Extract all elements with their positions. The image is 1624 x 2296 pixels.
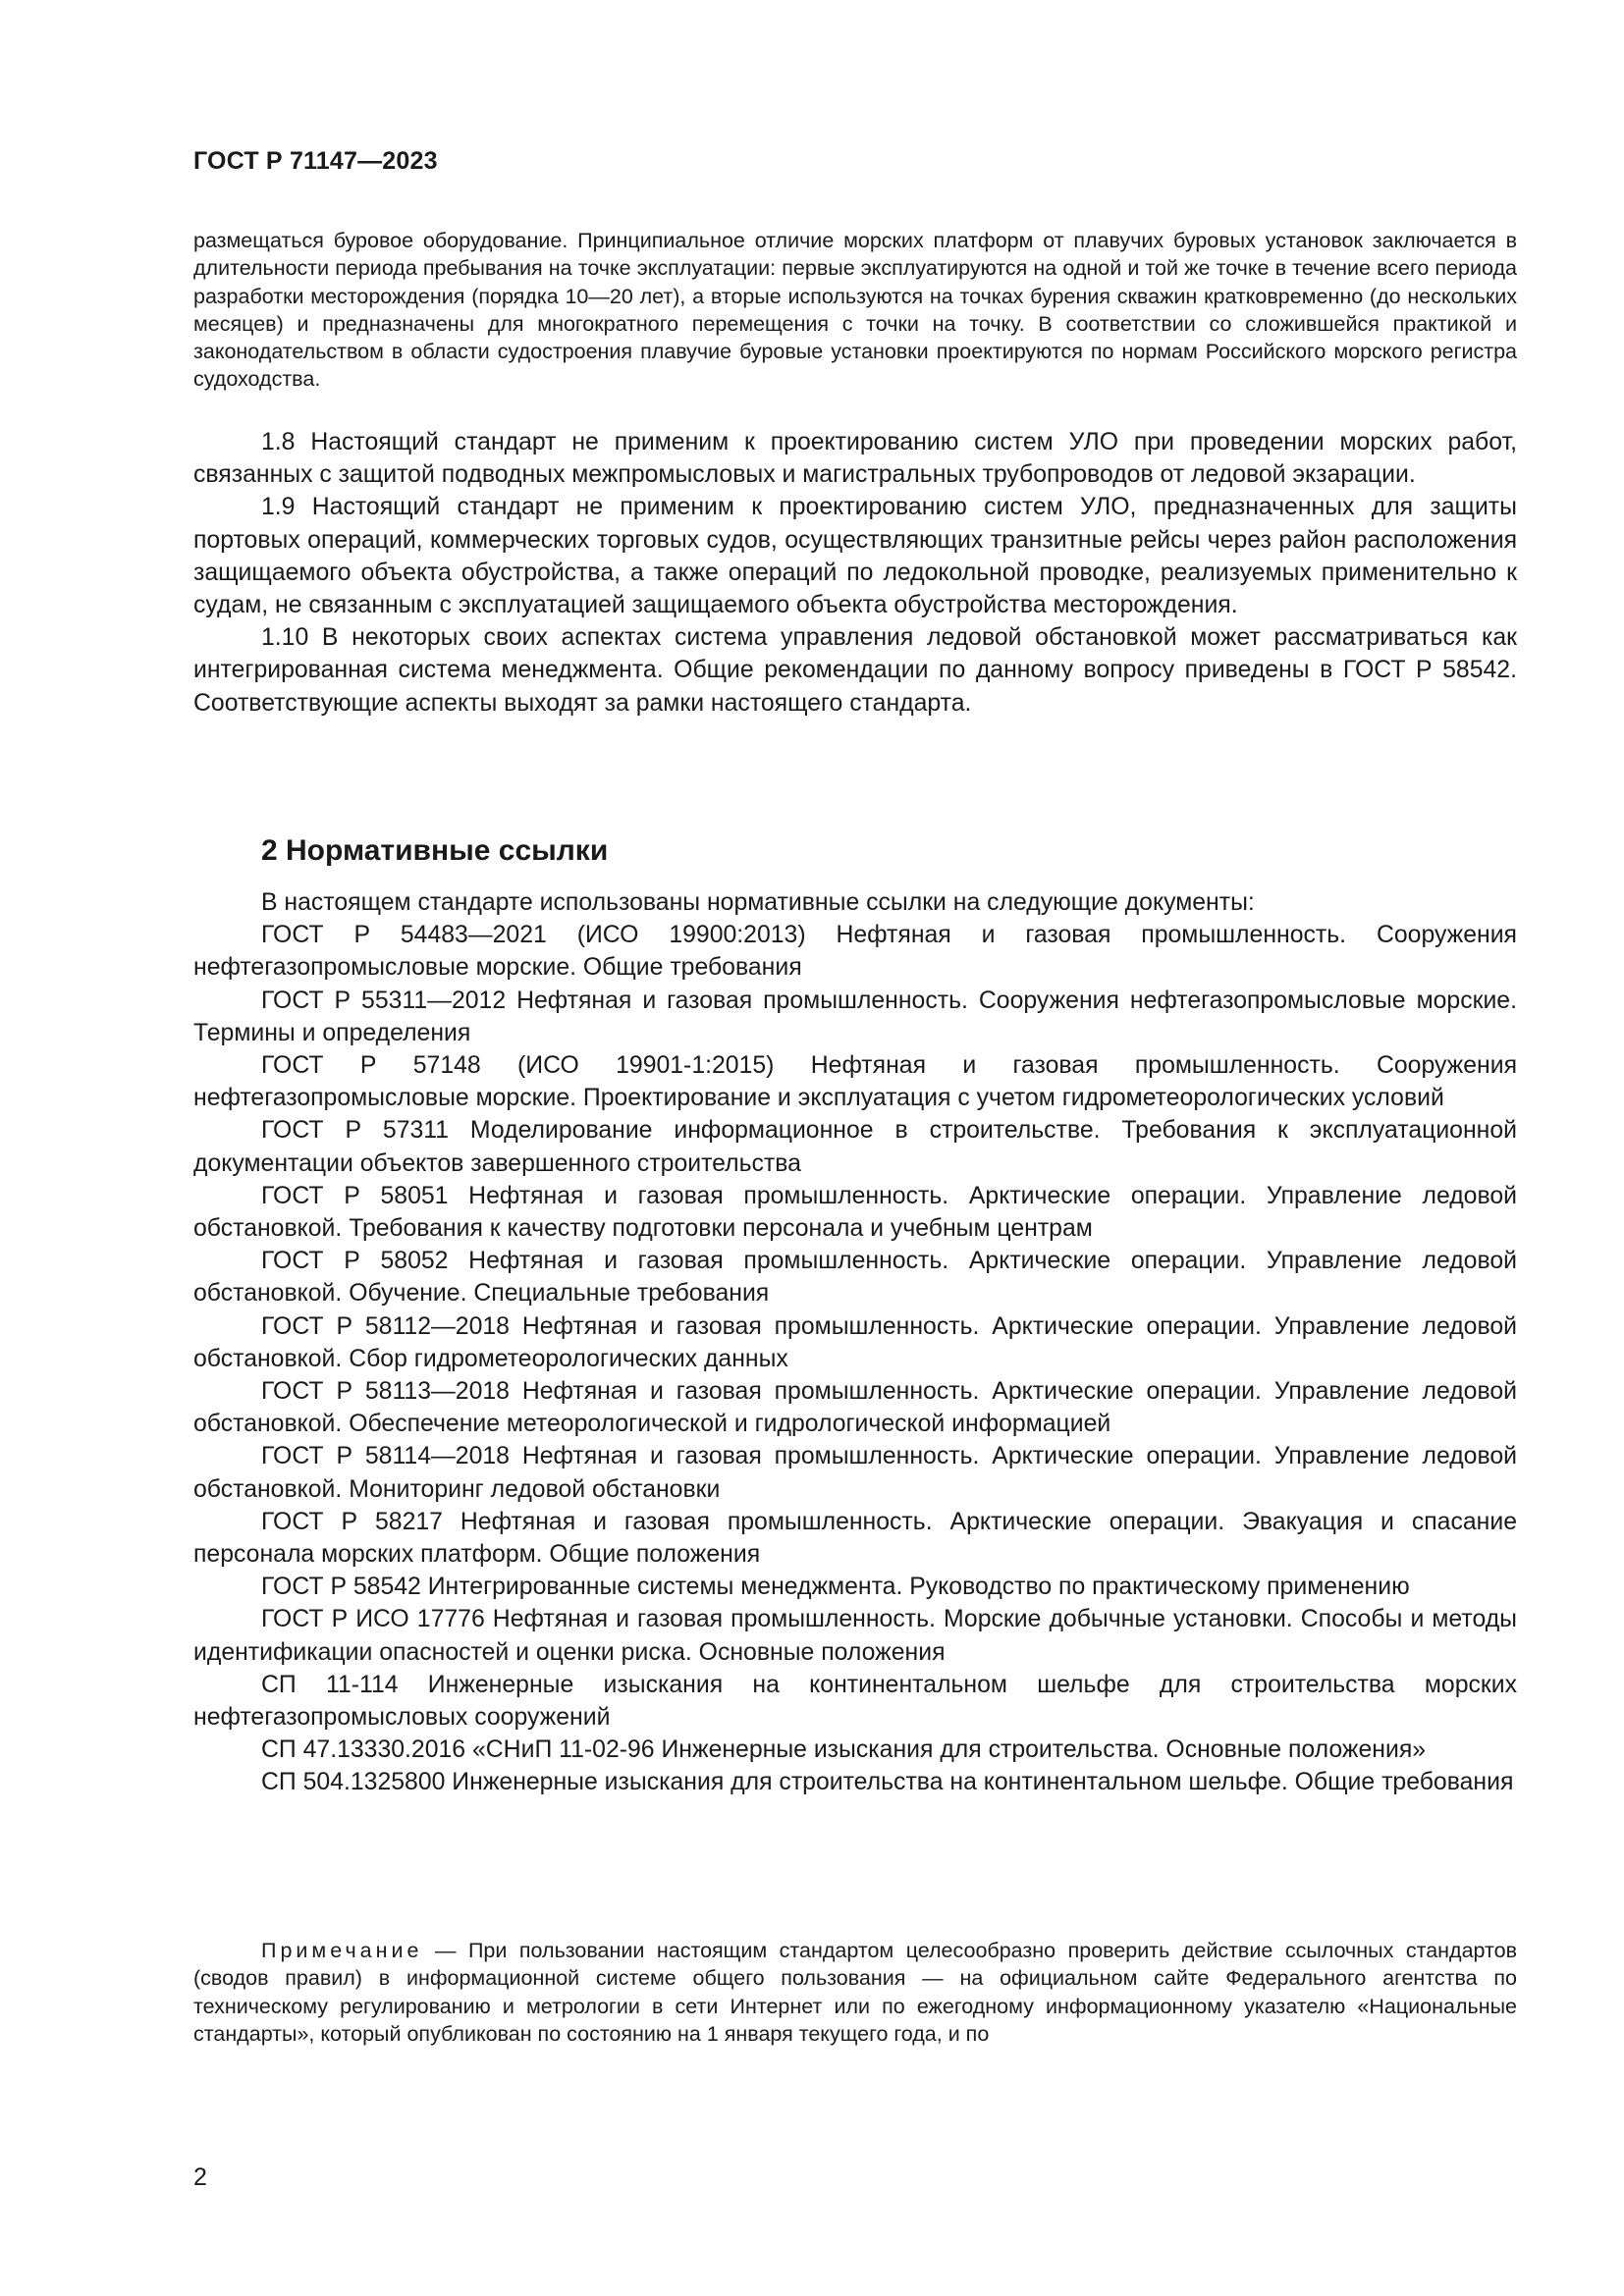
section-2-title: 2 Нормативные ссылки — [261, 834, 609, 867]
reference-item: СП 47.13330.2016 «СНиП 11-02-96 Инженерные изыскания для строительства. Основные положения» — [261, 1736, 1427, 1764]
reference-item: СП 11-114 Инженерные изыскания на континентальном шельфе для строительства морских нефтегазопромысловых сооружений — [193, 1671, 1517, 1732]
reference-item: СП 504.1325800 Инженерные изыскания для строительства на континентальном шельфе. Общие требования — [261, 1769, 1514, 1796]
reference-item: ГОСТ Р 58052 Нефтяная и газовая промышленность. Арктические операции. Управление ледовой обстановкой. Обучение. Специальные требования — [193, 1248, 1517, 1308]
reference-item: ГОСТ Р 58542 Интегрированные системы менеджмента. Руководство по практическому применению — [261, 1574, 1410, 1601]
reference-item: ГОСТ Р 58112—2018 Нефтяная и газовая промышленность. Арктические операции. Управление ледовой обстановкой. Сбор гидрометеорологических данных — [193, 1312, 1517, 1372]
clause-1-8: 1.8 Настоящий стандарт не применим к проектированию систем УЛО при проведении морских работ, связанных с защитой подводных межпромысловых и магистральных трубопроводов от ледовой экзарации. — [193, 429, 1517, 489]
clause-1-9: 1.9 Настоящий стандарт не применим к проектированию систем УЛО, предназначенных для защиты портовых операций, коммерческих торговых судов, осуществляющих транзитные рейсы через район расположения защищаемого объекта обустройства, а также операций по ледокольной проводке, реализуемых применительно к судам, не связанным с эксплуатацией защищаемого объекта обустройства месторождения. — [193, 494, 1517, 619]
reference-item: ГОСТ Р 58113—2018 Нефтяная и газовая промышленность. Арктические операции. Управление ледовой обстановкой. Обеспечение метеорологической и гидрологической информацией — [193, 1378, 1517, 1438]
note-label: Примечание — [261, 1939, 423, 1962]
note-text: — При пользовании настоящим стандартом целесообразно проверить действие ссылочных стандартов (сводов правил) в информационной системе общего пользования — на официальном сайте Федерального агентства по техническому регулированию и метрологии в сети Интернет или по ежегодному информационному указателю «Национальные стандарты», который опубликован по состоянию на 1 января текущего года, и по — [193, 1939, 1517, 2046]
references-block — [193, 886, 1517, 1799]
document-code: ГОСТ Р 71147—2023 — [193, 147, 438, 175]
reference-item: ГОСТ Р 58217 Нефтяная и газовая промышленность. Арктические операции. Эвакуация и спасание персонала морских платформ. Общие положения — [193, 1508, 1517, 1569]
references-intro: В настоящем стандарте использованы нормативные ссылки на следующие документы: — [261, 889, 1255, 916]
reference-item: ГОСТ Р 57148 (ИСО 19901-1:2015) Нефтяная и газовая промышленность. Сооружения нефтегазопромысловые морские. Проектирование и эксплуатация с учетом гидрометеорологических условий — [193, 1052, 1517, 1112]
note-block — [193, 1937, 1517, 2048]
note-paragraph — [193, 1937, 1517, 2048]
reference-item: ГОСТ Р 55311—2012 Нефтяная и газовая промышленность. Сооружения нефтегазопромысловые морские. Термины и определения — [193, 987, 1517, 1046]
intro-paragraph: размещаться буровое оборудование. Принципиальное отличие морских платформ от плавучих буровых установок заключается в длительности периода пребывания на точке эксплуатации: первые эксплуатируются на одной и той же точке в течение всего периода разработки месторождения (порядка 10—20 лет), а вторые используются на точках бурения скважин кратковременно (до нескольких месяцев) и предназначены для многократного перемещения с точки на точку. В соответствии со сложившейся практикой и законодательством в области судостроения плавучие буровые установки проектируются по нормам Российского морского регистра судоходства. — [193, 229, 1517, 392]
page-number: 2 — [193, 2163, 207, 2191]
reference-item: ГОСТ Р ИСО 17776 Нефтяная и газовая промышленность. Морские добычные установки. Способы и методы идентификации опасностей и оценки риска. Основные положения — [193, 1606, 1517, 1666]
reference-item: ГОСТ Р 54483—2021 (ИСО 19900:2013) Нефтяная и газовая промышленность. Сооружения нефтегазопромысловые морские. Общие требования — [193, 922, 1517, 982]
reference-item: ГОСТ Р 58114—2018 Нефтяная и газовая промышленность. Арктические операции. Управление ледовой обстановкой. Мониторинг ледовой обстановки — [193, 1443, 1517, 1503]
reference-item: ГОСТ Р 57311 Моделирование информационное в строительстве. Требования к эксплуатационной документации объектов завершенного строительства — [193, 1117, 1517, 1177]
intro-paragraph-block — [193, 227, 1517, 394]
clauses-block — [193, 426, 1517, 720]
reference-item: ГОСТ Р 58051 Нефтяная и газовая промышленность. Арктические операции. Управление ледовой обстановкой. Требования к качеству подготовки персонала и учебным центрам — [193, 1182, 1517, 1243]
clause-1-10: 1.10 В некоторых своих аспектах система управления ледовой обстановкой может рассматриваться как интегрированная система менеджмента. Общие рекомендации по данному вопросу приведены в ГОСТ Р 58542. Соответствующие аспекты выходят за рамки настоящего стандарта. — [193, 624, 1517, 717]
